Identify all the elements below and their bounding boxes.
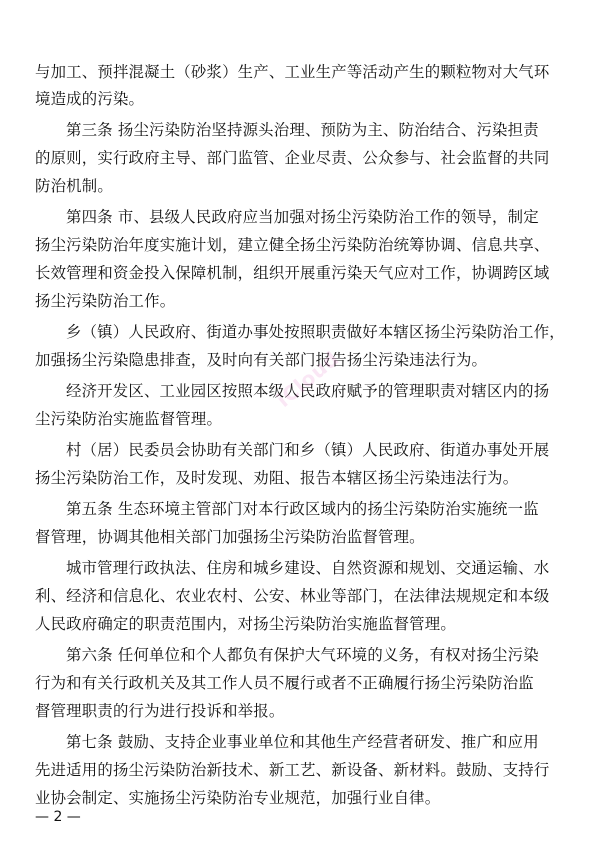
text-line: 与加工、预拌混凝土（砂浆）生产、工业生产等活动产生的颗粒物对大气环 [35, 63, 550, 81]
page-number: — 2 — [35, 809, 81, 825]
paragraph-start-line: 经济开发区、工业园区按照本级人民政府赋予的管理职责对辖区内的扬 [66, 382, 550, 400]
text-line: 长效管理和资金投入保障机制，组织开展重污染天气应对工作，协调跨区域 [35, 264, 550, 282]
text-line: 业协会制定、实施扬尘污染防治专业规范，加强行业自律。 [35, 789, 441, 807]
paragraph-start-line: 乡（镇）人民政府、街道办事处按照职责做好本辖区扬尘污染防治工作， [66, 323, 565, 341]
article-7-heading-line: 第七条 鼓励、支持企业事业单位和其他生产经营者研发、推广和应用 [66, 733, 539, 751]
watermark-text: iCloud [271, 346, 344, 412]
paragraph-start-line: 城市管理行政执法、住房和城乡建设、自然资源和规划、交通运输、水 [66, 559, 550, 577]
text-line: 扬尘污染防治工作，及时发现、劝阻、报告本辖区扬尘污染违法行为。 [35, 469, 519, 487]
article-4-heading-line: 第四条 市、县级人民政府应当加强对扬尘污染防治工作的领导，制定 [66, 208, 539, 226]
text-line: 利、经济和信息化、农业农村、公安、林业等部门，在法律法规规定和本级 [35, 587, 550, 605]
text-line: 的原则，实行政府主导、部门监管、企业尽责、公众参与、社会监督的共同 [35, 149, 550, 167]
article-5-heading-line: 第五条 生态环境主管部门对本行政区域内的扬尘污染防治实施统一监 [66, 500, 539, 518]
text-line: 加强扬尘污染隐患排查，及时向有关部门报告扬尘污染违法行为。 [35, 351, 488, 369]
text-line: 扬尘污染防治年度实施计划，建立健全扬尘污染防治统筹协调、信息共享、 [35, 236, 550, 254]
text-line: 督管理职责的行为进行投诉和举报。 [35, 702, 285, 720]
text-line: 境造成的污染。 [35, 90, 145, 108]
text-line: 人民政府确定的职责范围内，对扬尘污染防治实施监督管理。 [35, 615, 456, 633]
text-line: 防治机制。 [35, 177, 113, 195]
text-line: 先进适用的扬尘污染防治新技术、新工艺、新设备、新材料。鼓励、支持行 [35, 761, 550, 779]
article-3-heading-line: 第三条 扬尘污染防治坚持源头治理、预防为主、防治结合、污染担责 [66, 121, 539, 139]
text-line: 督管理，协调其他相关部门加强扬尘污染防治监督管理。 [35, 528, 425, 546]
article-6-heading-line: 第六条 任何单位和个人都负有保护大气环境的义务，有权对扬尘污染 [66, 646, 539, 664]
text-line: 扬尘污染防治工作。 [35, 292, 176, 310]
text-line: 行为和有关行政机关及其工作人员不履行或者不正确履行扬尘污染防治监 [35, 674, 534, 692]
text-line: 尘污染防治实施监督管理。 [35, 410, 223, 428]
paragraph-start-line: 村（居）民委员会协助有关部门和乡（镇）人民政府、街道办事处开展 [66, 441, 550, 459]
